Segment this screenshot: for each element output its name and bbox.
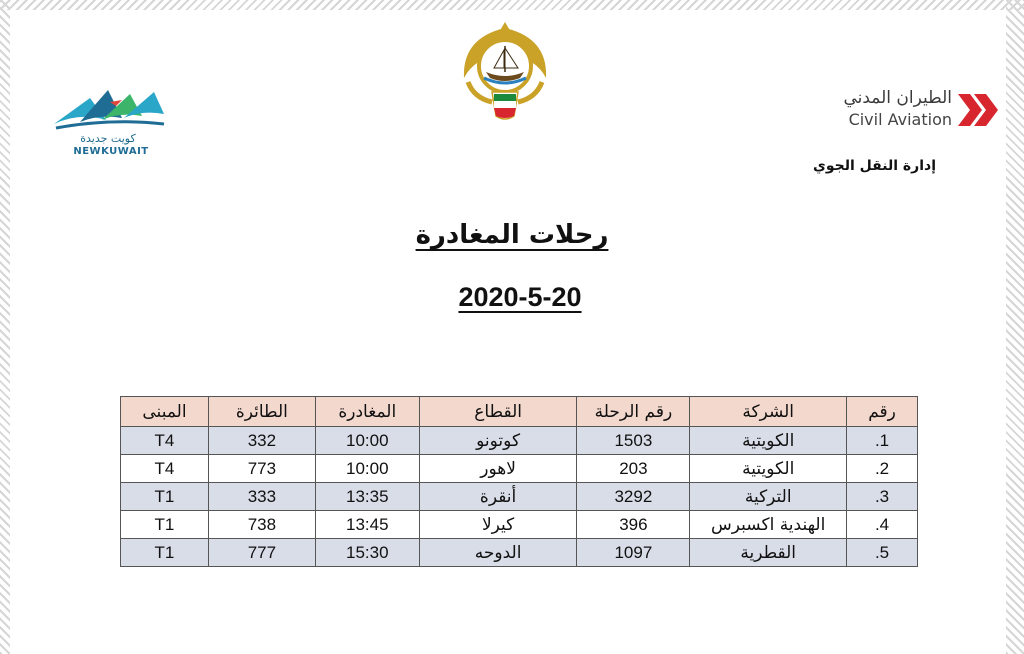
row-airline: الكويتية (690, 455, 847, 483)
table-header-row (121, 397, 918, 427)
row-terminal: T1 (121, 511, 209, 539)
row-no: 5. (847, 539, 918, 567)
row-sector: أنقرة (419, 483, 577, 511)
newkuwait-arabic-text: كويت جديدة (80, 132, 136, 145)
department-name: إدارة النقل الجوي (813, 158, 936, 174)
newkuwait-text: NEWKUWAIT (73, 146, 149, 157)
row-airline: القطرية (690, 539, 847, 567)
row-aircraft: 333 (208, 483, 315, 511)
header-aircraft: الطائرة (208, 397, 315, 427)
civil-aviation-arabic: الطيران المدني (843, 88, 952, 108)
dashed-border-top (0, 0, 1024, 10)
row-departure: 13:35 (315, 483, 419, 511)
table-row (121, 427, 918, 455)
row-flight-no: 1503 (577, 427, 690, 455)
page-title: رحلات المغادرة (415, 220, 609, 250)
header-no: رقم (847, 397, 918, 427)
table-row (121, 483, 918, 511)
newkuwait-logo (50, 84, 170, 159)
header-sector: القطاع (419, 397, 577, 427)
row-terminal: T1 (121, 483, 209, 511)
row-aircraft: 773 (208, 455, 315, 483)
row-sector: كيرلا (419, 511, 577, 539)
table-row (121, 455, 918, 483)
row-no: 1. (847, 427, 918, 455)
row-aircraft: 738 (208, 511, 315, 539)
page-date: 2020-5-20 (458, 282, 582, 312)
row-aircraft: 332 (208, 427, 315, 455)
row-no: 2. (847, 455, 918, 483)
departures-table (120, 396, 918, 567)
row-terminal: T4 (121, 455, 209, 483)
dashed-border-left (0, 0, 10, 654)
row-departure: 13:45 (315, 511, 419, 539)
header-departure: المغادرة (315, 397, 419, 427)
civil-aviation-english: Civil Aviation (848, 110, 952, 129)
row-departure: 15:30 (315, 539, 419, 567)
row-flight-no: 1097 (577, 539, 690, 567)
table-row (121, 539, 918, 567)
kuwait-emblem-icon (456, 18, 554, 122)
newkuwait-sails-icon (50, 84, 170, 134)
dashed-border-right (1006, 0, 1024, 654)
header-flight-no: رقم الرحلة (577, 397, 690, 427)
row-departure: 10:00 (315, 455, 419, 483)
row-sector: كوتونو (419, 427, 577, 455)
row-departure: 10:00 (315, 427, 419, 455)
row-airline: الكويتية (690, 427, 847, 455)
row-airline: التركية (690, 483, 847, 511)
row-sector: لاهور (419, 455, 577, 483)
row-no: 3. (847, 483, 918, 511)
row-flight-no: 203 (577, 455, 690, 483)
row-flight-no: 3292 (577, 483, 690, 511)
row-terminal: T4 (121, 427, 209, 455)
header-airline: الشركة (690, 397, 847, 427)
row-airline: الهندية اكسبرس (690, 511, 847, 539)
row-no: 4. (847, 511, 918, 539)
civil-aviation-logo (830, 84, 1000, 144)
row-sector: الدوحه (419, 539, 577, 567)
row-aircraft: 777 (208, 539, 315, 567)
row-flight-no: 396 (577, 511, 690, 539)
row-terminal: T1 (121, 539, 209, 567)
civil-aviation-chevron-icon (956, 90, 1000, 130)
header-terminal: المبنى (121, 397, 209, 427)
table-row (121, 511, 918, 539)
